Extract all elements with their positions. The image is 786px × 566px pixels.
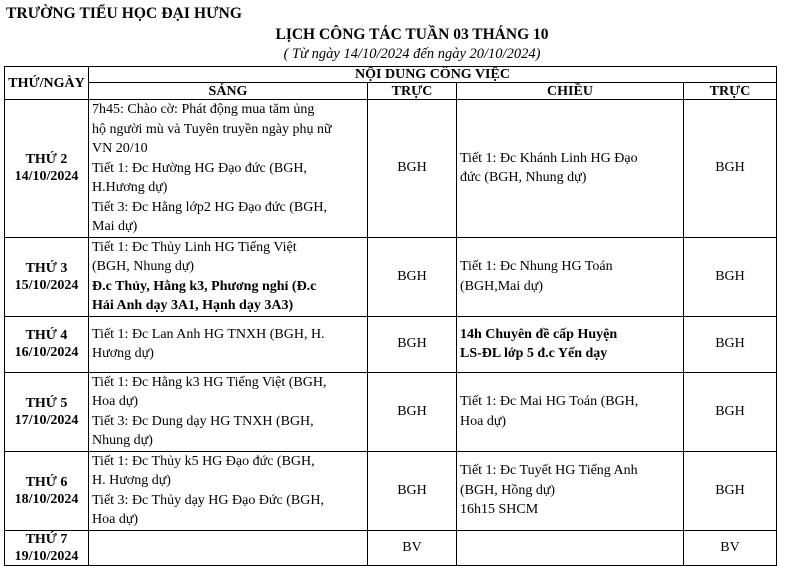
morning-duty-cell: BGH <box>368 451 457 530</box>
table-row <box>5 372 777 451</box>
table-row <box>5 237 777 316</box>
afternoon-cell <box>457 530 684 565</box>
morning-line: Nhung dự) <box>92 433 153 448</box>
morning-line: Tiết 3: Đc Thủy dạy HG Đạo Đức (BGH, <box>92 492 324 508</box>
morning-line: Hoa dự) <box>92 394 139 409</box>
afternoon-line: 16h15 SHCM <box>460 502 539 518</box>
morning-line: (BGH, Nhung dự) <box>92 259 195 274</box>
day-date: 18/10/2024 <box>14 491 79 507</box>
afternoon-cell <box>457 237 684 316</box>
school-name: TRƯỜNG TIỂU HỌC ĐẠI HƯNG <box>6 5 243 22</box>
day-label: THỨ 4 <box>25 328 68 343</box>
schedule-title: LỊCH CÔNG TÁC TUẦN 03 THÁNG 10 <box>275 26 549 43</box>
header-morning: SÁNG <box>89 83 368 100</box>
day-label: THỨ 3 <box>25 260 68 276</box>
morning-line: Tiết 3: Đc Dung dạy HG TNXH (BGH, <box>92 413 314 429</box>
morning-line: Tiết 1: Đc Thủy Linh HG Tiếng Việt <box>92 239 297 255</box>
day-cell <box>5 100 89 238</box>
afternoon-line: (BGH,Mai dự) <box>460 278 544 294</box>
afternoon-line: Tiết 1: Đc Mai HG Toán (BGH, <box>460 394 639 409</box>
day-cell <box>5 237 89 316</box>
morning-line: Tiết 1: Đc Hường HG Đạo đức (BGH, <box>92 160 307 176</box>
afternoon-duty-cell: BGH <box>684 451 777 530</box>
afternoon-line: (BGH, Hồng dự) <box>460 482 556 498</box>
morning-duty-cell: BGH <box>368 237 457 316</box>
header-afternoon-duty: TRỰC <box>684 83 777 100</box>
morning-duty-cell: BGH <box>368 316 457 372</box>
afternoon-duty-cell: BGH <box>684 372 777 451</box>
morning-line: Hoa dự) <box>92 512 139 527</box>
morning-line: hộ người mù và Tuyên truyền ngày phụ nữ <box>92 121 332 137</box>
morning-cell <box>89 530 368 565</box>
afternoon-duty-cell: BV <box>684 530 777 565</box>
afternoon-cell <box>457 316 684 372</box>
afternoon-cell <box>457 100 684 238</box>
day-cell <box>5 372 89 451</box>
afternoon-bold-line: LS-ĐL lớp 5 đ.c Yến dạy <box>460 346 608 361</box>
morning-bold-line: Hải Anh dạy 3A1, Hạnh dạy 3A3) <box>92 298 294 313</box>
afternoon-duty-cell: BGH <box>684 316 777 372</box>
afternoon-line: Tiết 1: Đc Nhung HG Toán <box>460 259 613 274</box>
morning-cell <box>89 100 368 238</box>
schedule-table <box>4 66 777 566</box>
morning-line: H. Hương dự) <box>92 473 171 488</box>
table-row <box>5 530 777 565</box>
morning-cell <box>89 316 368 372</box>
morning-cell <box>89 372 368 451</box>
afternoon-line: đức (BGH, Nhung dự) <box>460 170 587 186</box>
header-content: NỘI DUNG CÔNG VIỆC <box>89 67 777 83</box>
header-afternoon: CHIỀU <box>457 83 684 100</box>
table-row <box>5 451 777 530</box>
day-label: THỨ 2 <box>25 152 68 168</box>
morning-line: H.Hương dự) <box>92 180 168 195</box>
morning-line: 7h45: Chào cờ: Phát động mua tăm ủng <box>92 102 315 117</box>
morning-line: Tiết 1: Đc Thủy k5 HG Đạo đức (BGH, <box>92 453 315 469</box>
day-date: 16/10/2024 <box>14 345 79 360</box>
day-label: THỨ 5 <box>25 395 68 411</box>
morning-line: Tiết 1: Đc Lan Anh HG TNXH (BGH, H. <box>92 326 325 342</box>
morning-line: Mai dự) <box>92 219 138 234</box>
morning-duty-cell: BGH <box>368 100 457 238</box>
afternoon-line: Tiết 1: Đc Khánh Linh HG Đạo <box>460 150 638 166</box>
afternoon-bold-line: 14h Chuyên đề cấp Huyện <box>460 326 618 342</box>
morning-cell <box>89 237 368 316</box>
schedule-date-range: ( Từ ngày 14/10/2024 đến ngày 20/10/2024) <box>283 46 541 62</box>
header-day-date: THỨ/NGÀY <box>5 67 89 100</box>
afternoon-line: Hoa dự) <box>460 413 507 429</box>
day-cell <box>5 316 89 372</box>
afternoon-cell <box>457 451 684 530</box>
header-morning-duty: TRỰC <box>368 83 457 100</box>
afternoon-line: Tiết 1: Đc Tuyết HG Tiếng Anh <box>460 463 638 479</box>
day-label: THỨ 7 <box>25 531 68 547</box>
day-date: 15/10/2024 <box>14 277 79 293</box>
day-date: 19/10/2024 <box>14 548 79 564</box>
day-date: 17/10/2024 <box>14 412 79 428</box>
morning-duty-cell: BV <box>368 530 457 565</box>
afternoon-duty-cell: BGH <box>684 237 777 316</box>
day-label: THỨ 6 <box>25 474 68 490</box>
table-row <box>5 100 777 238</box>
morning-line: VN 20/10 <box>92 141 148 156</box>
morning-line: Tiết 1: Đc Hằng k3 HG Tiếng Việt (BGH, <box>92 374 327 390</box>
morning-duty-cell: BGH <box>368 372 457 451</box>
morning-bold-line: Đ.c Thủy, Hằng k3, Phương nghỉ (Đ.c <box>92 278 317 294</box>
afternoon-duty-cell: BGH <box>684 100 777 238</box>
morning-line: Hương dự) <box>92 346 154 361</box>
day-cell <box>5 530 89 565</box>
day-date: 14/10/2024 <box>14 169 79 185</box>
morning-line: Tiết 3: Đc Hằng lớp2 HG Đạo đức (BGH, <box>92 199 327 215</box>
day-cell <box>5 451 89 530</box>
table-row <box>5 316 777 372</box>
afternoon-cell <box>457 372 684 451</box>
morning-cell <box>89 451 368 530</box>
